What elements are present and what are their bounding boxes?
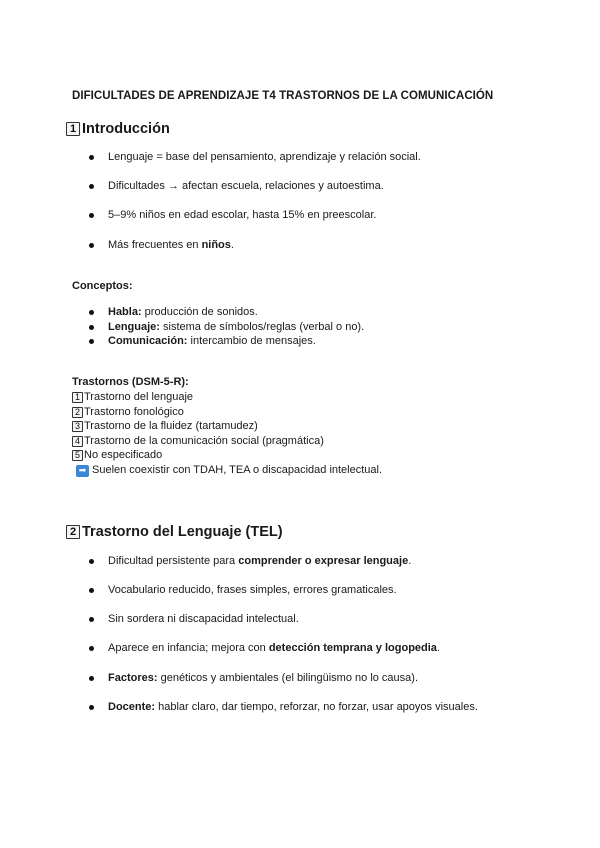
section-1-title: Introducción xyxy=(82,121,170,137)
concepts-heading: Conceptos: xyxy=(72,280,133,292)
disorder-item xyxy=(72,435,324,448)
bullet-icon xyxy=(89,325,94,330)
bullet-icon xyxy=(89,243,94,248)
bullet-text: 5–9% niños en edad escolar, hasta 15% en preescolar. xyxy=(108,209,377,221)
list-item xyxy=(108,151,421,164)
disorder-label: Trastorno de la comunicación social (pragmática) xyxy=(84,435,324,447)
list-item xyxy=(108,239,234,252)
disorder-label: Trastorno del lenguaje xyxy=(84,391,194,403)
bullet-icon xyxy=(89,155,94,160)
keycap-number-icon: 4 xyxy=(72,436,83,447)
disorder-item xyxy=(72,420,258,433)
disorder-label: Trastorno de la fluidez (tartamudez) xyxy=(84,420,258,432)
bullet-text: Lenguaje = base del pensamiento, aprendizaje y relación social. xyxy=(108,151,421,163)
list-item xyxy=(108,701,478,714)
list-item xyxy=(108,555,411,568)
bullet-bold-text: niños xyxy=(201,239,231,251)
disorders-note xyxy=(72,464,382,477)
disorder-item xyxy=(72,406,184,419)
bullet-icon xyxy=(89,588,94,593)
list-item xyxy=(108,321,364,334)
bullet-bold-text: detección temprana y logopedia xyxy=(268,642,437,654)
bullet-text: Más frecuentes en xyxy=(108,239,202,251)
bullet-text-end: . xyxy=(436,642,440,654)
concept-term: Habla: xyxy=(108,306,142,318)
list-item xyxy=(108,672,418,685)
concept-term: Lenguaje: xyxy=(108,321,160,333)
bullet-text-end: . xyxy=(230,239,234,251)
note-text: Suelen coexistir con TDAH, TEA o discapacidad intelectual. xyxy=(92,464,383,476)
concept-text: producción de sonidos. xyxy=(141,306,258,318)
bullet-icon xyxy=(89,617,94,622)
concept-text: intercambio de mensajes. xyxy=(187,335,316,347)
list-item xyxy=(108,209,376,222)
bullet-icon xyxy=(89,310,94,315)
bullet-bold-text: comprender o expresar lenguaje xyxy=(238,555,409,567)
section-1-heading xyxy=(66,121,170,137)
disorders-heading: Trastornos (DSM-5-R): xyxy=(72,376,189,388)
keycap-number-icon: 2 xyxy=(66,525,80,539)
right-arrow-icon: ➡ xyxy=(76,465,89,477)
list-item xyxy=(108,613,299,626)
bullet-text-end: . xyxy=(408,555,412,567)
bullet-icon xyxy=(89,559,94,564)
list-item xyxy=(108,306,258,319)
keycap-number-icon: 1 xyxy=(66,122,80,136)
bullet-icon xyxy=(89,705,94,710)
keycap-number-icon: 3 xyxy=(72,421,83,432)
keycap-number-icon: 1 xyxy=(72,392,83,403)
bullet-icon xyxy=(89,646,94,651)
section-2-heading xyxy=(66,524,283,540)
bullet-text: Aparece en infancia; mejora con xyxy=(108,642,269,654)
bullet-icon xyxy=(89,213,94,218)
disorder-item xyxy=(72,449,162,462)
bullet-text: Dificultades → afectan escuela, relaciones y autoestima. xyxy=(108,180,384,192)
document-title: DIFICULTADES DE APRENDIZAJE T4 TRASTORNOS DE LA COMUNICACIÓN xyxy=(72,90,494,102)
bullet-lead: Docente: xyxy=(108,701,156,713)
bullet-icon xyxy=(89,676,94,681)
list-item xyxy=(108,584,397,597)
disorder-label: No especificado xyxy=(84,449,163,461)
list-item xyxy=(108,180,384,193)
disorder-item xyxy=(72,391,193,404)
bullet-lead: Factores: xyxy=(108,672,158,684)
bullet-icon xyxy=(89,339,94,344)
concept-term: Comunicación: xyxy=(108,335,188,347)
bullet-text: Sin sordera ni discapacidad intelectual. xyxy=(108,613,299,625)
list-item xyxy=(108,335,316,348)
keycap-number-icon: 5 xyxy=(72,450,83,461)
bullet-text: Vocabulario reducido, frases simples, errores gramaticales. xyxy=(108,584,397,596)
disorder-label: Trastorno fonológico xyxy=(84,406,184,418)
section-2-title: Trastorno del Lenguaje (TEL) xyxy=(82,524,283,540)
bullet-text: Dificultad persistente para xyxy=(108,555,239,567)
bullet-text: hablar claro, dar tiempo, reforzar, no forzar, usar apoyos visuales. xyxy=(155,701,478,713)
concept-text: sistema de símbolos/reglas (verbal o no). xyxy=(159,321,365,333)
keycap-number-icon: 2 xyxy=(72,407,83,418)
bullet-text: genéticos y ambientales (el bilingüismo no lo causa). xyxy=(157,672,419,684)
bullet-icon xyxy=(89,184,94,189)
list-item xyxy=(108,642,440,655)
